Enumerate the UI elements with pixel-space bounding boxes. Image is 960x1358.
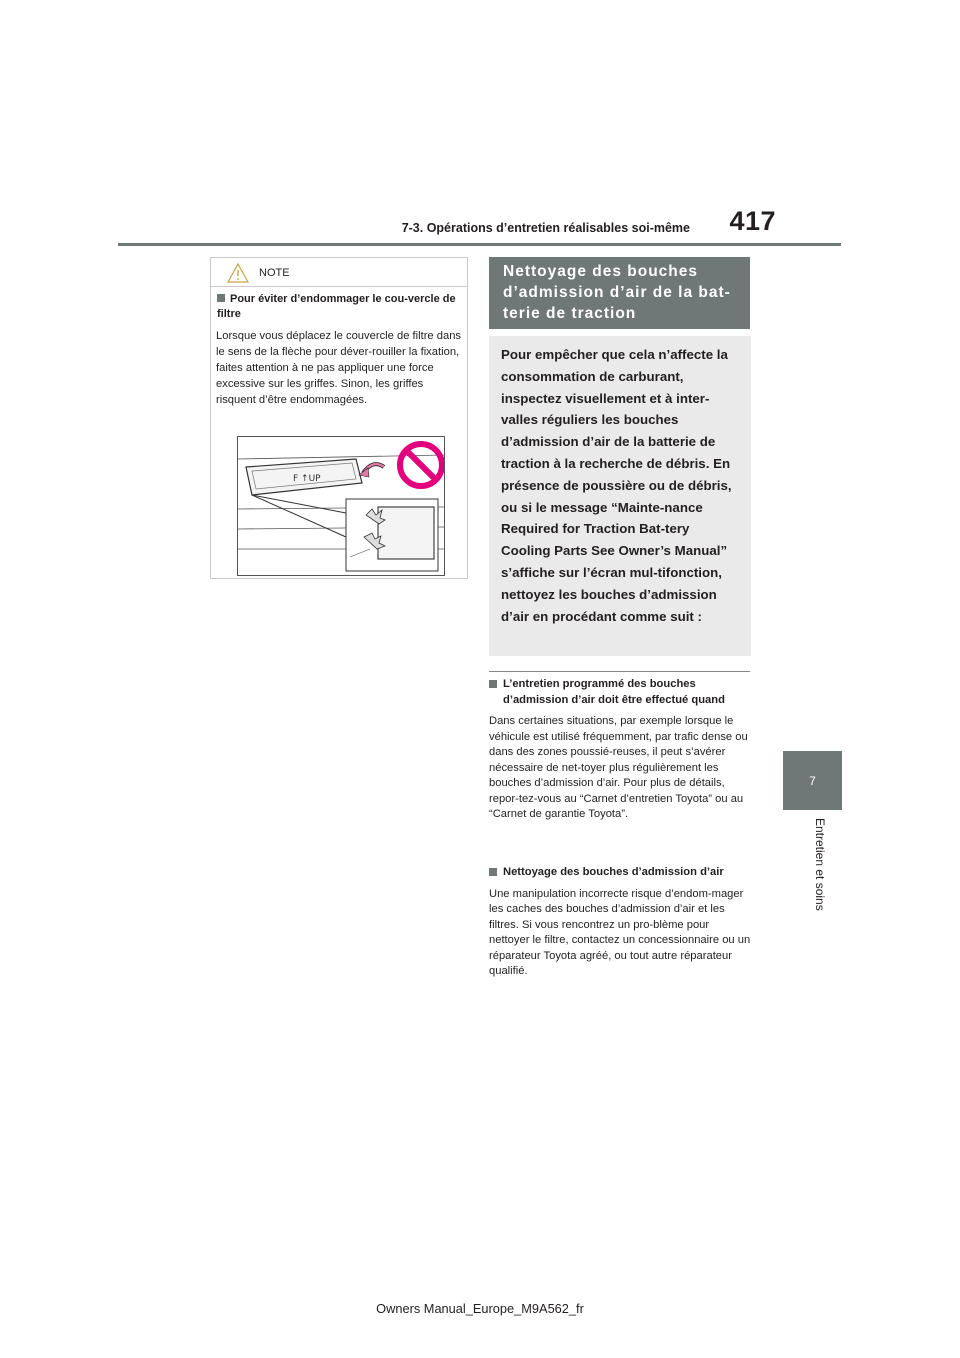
info-item-2-heading: Nettoyage des bouches d’admission d’air [489,865,751,881]
cover-marking: F ↑UP [293,474,321,484]
page-footer: Owners Manual_Europe_M9A562_fr [376,1301,584,1316]
intro-text: Pour empêcher que cela n’affecte la consommation de carburant, inspectez visuellement et à inter-valles réguliers les bouches d’admission d’air de la batterie de traction à la recherche de débris. En présence de poussière ou de débris, ou si le message “Mainte-nance Required for Traction Bat-tery Cooling Parts See Owner’s Manual” s’affiche sur l’écran mul-tifonction, nettoyez les bouches d’admission d’air en procédant comme suit : [489,336,751,656]
chapter-label: Entretien et soins [813,818,827,911]
filter-cover-illustration [237,436,445,576]
chapter-number: 7 [809,773,816,788]
header-rule [118,243,841,246]
info-item-2 [489,865,751,980]
page-number: 417 [729,206,776,236]
note-header [211,258,467,287]
info-item-1-heading: L’entretien programmé des bouches d’admission d’air doit être effectué quand [489,677,751,708]
info-item-2-text: Une manipulation incorrecte risque d’endom-mager les caches des bouches d’admission d’air et les filtres. Si vous rencontrez un pro-blème pour nettoyer le filtre, contactez un concessionnaire ou un réparateur Toyota agréé, ou tout autre réparateur qualifié. [489,887,751,977]
info-item-1 [489,677,751,823]
section-title: Nettoyage des bouches d’admission d’air de la bat-terie de traction [489,257,750,329]
note-text: Lorsque vous déplacez le couvercle de filtre dans le sens de la flèche pour déver-rouiller la fixation, faites attention à ne pas appliquer une force excessive sur les griffes. Sinon, les griffes risquent d’être endommagées. [216,330,462,406]
bullet-square-icon [489,680,497,688]
note-label: NOTE [259,267,290,279]
bullet-square-icon [489,868,497,876]
bullet-square-icon [217,294,225,302]
divider [489,671,750,672]
warning-triangle-icon [227,263,249,283]
chapter-tab [783,751,842,810]
note-box [210,257,468,579]
section-header-title: 7-3. Opérations d’entretien réalisables soi-même [401,221,690,235]
note-subtitle: Pour éviter d’endommager le cou-vercle de filtre [217,293,456,320]
info-item-1-text: Dans certaines situations, par exemple lorsque le véhicule est utilisé fréquemment, par trafic dense ou dans des zones poussié-reuses, il peut s’avérer nécessaire de net-toyer plus régulièrement les bouches d’admission d’air. Pour plus de détails, repor-tez-vous au “Carnet d’entretien Toyota” ou au “Carnet de garantie Toyota”. [489,715,748,820]
